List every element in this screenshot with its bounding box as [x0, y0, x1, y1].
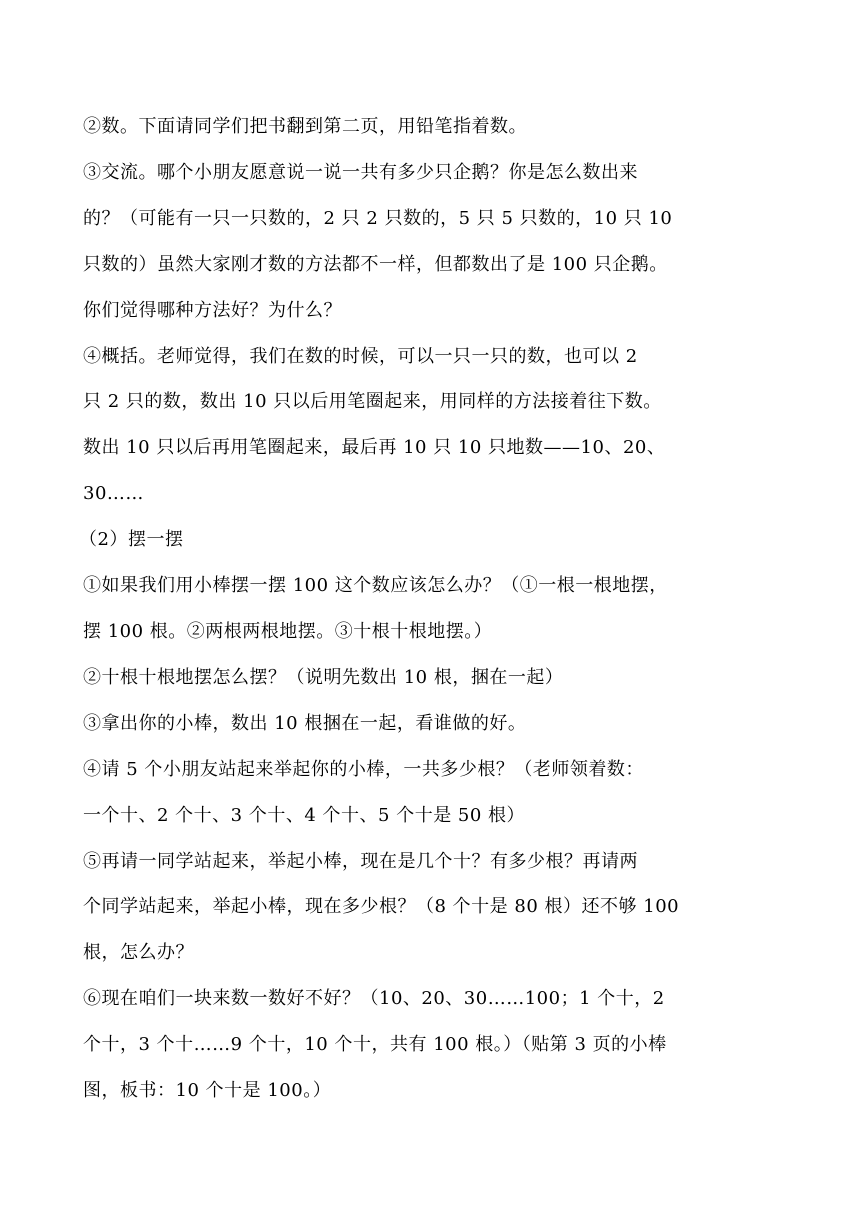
text-line-3: 的？（可能有一只一只数的，2 只 2 只数的，5 只 5 只数的，10 只 10 [83, 207, 673, 229]
section-heading: （2）摆一摆 [79, 529, 184, 551]
text-line-2: ③交流。哪个小朋友愿意说一说一共有多少只企鹅？你是怎么数出来 [83, 161, 638, 183]
text-line-13: ②十根十根地摆怎么摆？（说明先数出 10 根，捆在一起） [83, 666, 564, 688]
text-line-22: 图，板书：10 个十是 100。） [83, 1080, 332, 1102]
document-page [79, 104, 703, 1114]
text-line-1: ②数。下面请同学们把书翻到第二页，用铅笔指着数。 [83, 116, 527, 137]
text-line-18: 个同学站起来，举起小棒，现在多少根？（8 个十是 80 根）还不够 100 [83, 896, 680, 918]
text-line-7: 只 2 只的数，数出 10 只以后用笔圈起来，用同样的方法接着往下数。 [83, 391, 662, 413]
text-line-6: ④概括。老师觉得，我们在数的时候，可以一只一只的数，也可以 2 [83, 345, 638, 367]
text-line-12: 摆 100 根。②两根两根地摆。③十根十根地摆。） [83, 620, 493, 642]
text-line-17: ⑤再请一同学站起来，举起小棒，现在是几个十？有多少根？再请两 [83, 850, 638, 872]
text-line-16: 一个十、2 个十、3 个十、4 个十、5 个十是 50 根） [83, 804, 526, 826]
text-line-21: 个十，3 个十……9 个十，10 个十，共有 100 根。）（贴第 3 页的小棒 [83, 1034, 667, 1056]
text-line-5: 你们觉得哪种方法好？为什么？ [83, 299, 342, 321]
text-line-15: ④请 5 个小朋友站起来举起你的小棒，一共多少根？（老师领着数： [83, 758, 644, 780]
text-line-4: 只数的）虽然大家刚才数的方法都不一样，但都数出了是 100 只企鹅。 [83, 253, 668, 275]
text-line-9: 30…… [83, 483, 144, 505]
text-line-20: ⑥现在咱们一块来数一数好不好？（10、20、30……100；1 个十，2 [83, 988, 665, 1010]
text-line-19: 根，怎么办？ [83, 942, 194, 964]
text-line-14: ③拿出你的小棒，数出 10 根捆在一起，看谁做的好。 [83, 712, 527, 734]
text-line-8: 数出 10 只以后再用笔圈起来，最后再 10 只 10 只地数——10、20、 [83, 437, 666, 459]
text-line-11: ①如果我们用小棒摆一摆 100 这个数应该怎么办？（①一根一根地摆， [83, 575, 668, 597]
